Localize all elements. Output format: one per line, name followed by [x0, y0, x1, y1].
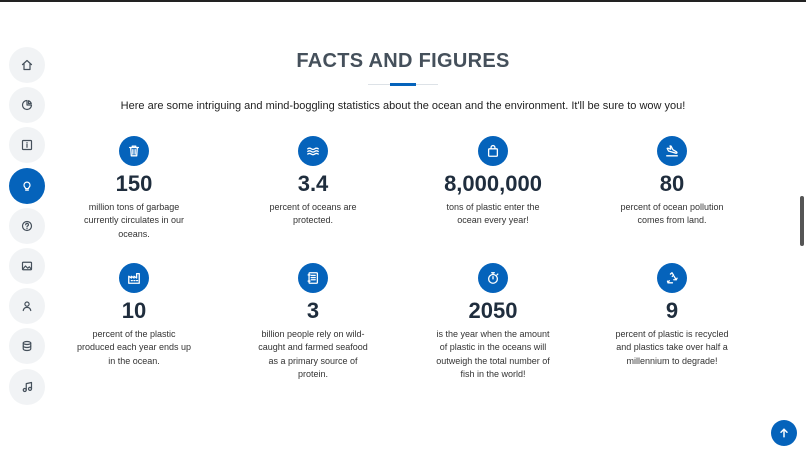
- waves-icon: [306, 144, 320, 158]
- stat-number: 2050: [468, 298, 518, 323]
- stat-item: [597, 136, 747, 228]
- stat-icon-badge: [119, 136, 149, 166]
- recycle-icon: [665, 271, 679, 285]
- journal-icon: [306, 271, 320, 285]
- stat-icon-badge: [478, 136, 508, 166]
- bag-icon: [486, 144, 500, 158]
- stat-icon-badge: [119, 263, 149, 293]
- stat-number: 80: [659, 171, 685, 196]
- arrow-up-icon: [778, 427, 790, 439]
- stat-number: 10: [121, 298, 147, 323]
- stat-number: 150: [115, 171, 153, 196]
- stat-description: is the year when the amount of plastic in the oceans will outweigh the total number of fish in the world!: [436, 329, 550, 380]
- factory-icon: [127, 271, 141, 285]
- stat-number: 3.4: [297, 171, 329, 196]
- stat-description: billion people rely on wild-caught and farmed seafood as a primary source of protein.: [258, 329, 368, 380]
- stopwatch-icon: [486, 271, 500, 285]
- stat-description: tons of plastic enter the ocean every year!: [446, 202, 540, 226]
- stat-description: percent of ocean pollution comes from land.: [620, 202, 724, 226]
- stat-description: percent of oceans are protected.: [269, 202, 357, 226]
- stat-description: million tons of garbage currently circulates in our oceans.: [83, 202, 185, 239]
- stat-icon-badge: [657, 263, 687, 293]
- page-title: FACTS AND FIGURES: [296, 50, 510, 72]
- stat-icon-badge: [657, 136, 687, 166]
- stat-icon-badge: [298, 136, 328, 166]
- stat-icon-badge: [478, 263, 508, 293]
- stat-item: [418, 136, 568, 228]
- stat-description: percent of plastic is recycled and plastics take over half a millennium to degrade!: [615, 329, 729, 366]
- stat-icon-badge: [298, 263, 328, 293]
- scrollbar-thumb[interactable]: [800, 196, 804, 246]
- stat-item: [597, 263, 747, 368]
- stat-item: [59, 136, 209, 241]
- stat-number: 8,000,000: [444, 171, 542, 196]
- stat-item: [238, 136, 388, 228]
- stat-description: percent of the plastic produced each year ends up in the ocean.: [76, 329, 192, 366]
- back-to-top-button[interactable]: [771, 420, 797, 446]
- stat-number: 9: [665, 298, 679, 323]
- trash-icon: [127, 144, 141, 158]
- stat-item: [418, 263, 568, 382]
- stat-number: 3: [306, 298, 320, 323]
- stat-item: [238, 263, 388, 382]
- stat-item: [59, 263, 209, 368]
- plane-landing-icon: [665, 144, 679, 158]
- intro-text: Here are some intriguing and mind-boggling statistics about the ocean and the environment. It'll be sure to wow you!: [120, 100, 686, 112]
